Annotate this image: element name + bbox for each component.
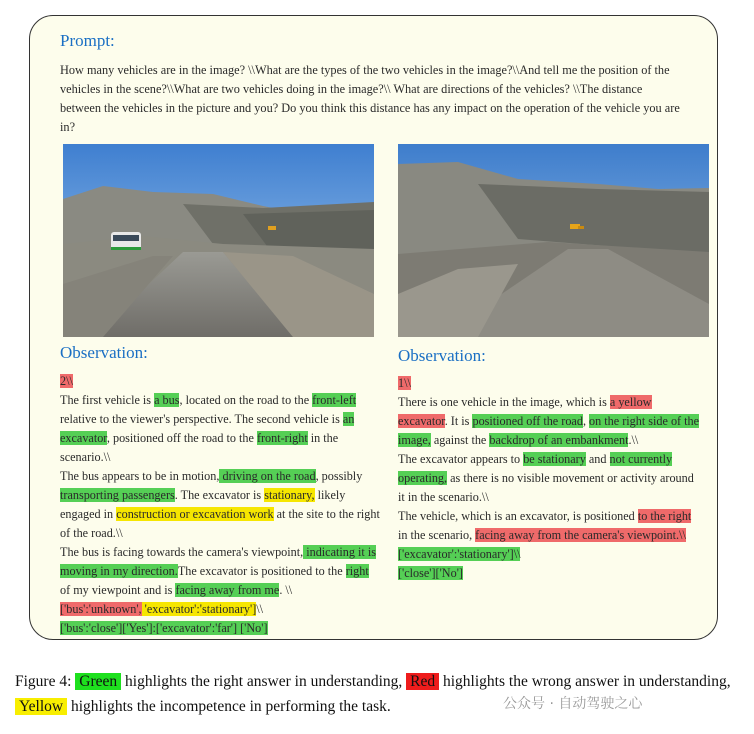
right-observation-heading: Observation:	[398, 346, 486, 365]
observation-segment: on the right side of the image,	[398, 414, 700, 447]
left-observation-text	[60, 372, 380, 638]
observation-segment: The excavator is positioned to the	[177, 564, 346, 578]
observation-segment: transporting passengers	[60, 488, 175, 502]
observation-segment: ['bus':'close']['Yes']:['excavator':'far'] ['No']	[60, 621, 268, 635]
observation-segment: right	[345, 564, 369, 578]
observation-segment: be stationary	[523, 452, 586, 466]
observation-segment: 1\\	[398, 376, 411, 390]
observation-segment: of my viewpoint and is	[60, 583, 176, 597]
observation-segment: relative to the viewer's perspective. The second vehicle is	[60, 412, 343, 426]
observation-segment: front-left	[312, 393, 357, 407]
observation-segment: likely engaged in	[60, 488, 346, 521]
observation-segment: , possibly	[315, 469, 363, 483]
observation-segment: stationary,	[264, 488, 315, 502]
observation-segment: in the scenario,	[398, 528, 476, 542]
observation-segment: facing away from me	[175, 583, 280, 597]
observation-segment: a yellow excavator	[398, 395, 652, 428]
observation-segment: against the	[430, 433, 490, 447]
caption-part2: highlights the wrong answer in understanding,	[439, 673, 731, 690]
observation-segment: \\	[256, 602, 264, 616]
observation-segment: front-right	[256, 431, 308, 445]
observation-segment: The excavator appears to	[398, 452, 524, 466]
watermark: 公众号 · 自动驾驶之心	[503, 696, 643, 712]
observation-segment: at the site to the right of the road.\\	[60, 507, 380, 540]
observation-segment: in the scenario.\\	[60, 431, 339, 464]
observation-segment: , located on the road to the	[179, 393, 313, 407]
observation-segment: a bus	[154, 393, 180, 407]
observation-segment: , positioned off the road to the	[106, 431, 257, 445]
observation-segment: construction or excavation work	[116, 507, 274, 521]
observation-segment: ['excavator':'stationary']\\	[398, 547, 521, 561]
observation-segment: .\\	[628, 433, 639, 447]
observation-segment: to the right	[637, 509, 692, 523]
observation-segment: . The excavator is	[174, 488, 265, 502]
observation-segment: indicating it is moving in my direction.	[60, 545, 376, 578]
mine-road-bus-image	[63, 144, 374, 337]
figure-panel	[29, 15, 718, 640]
observation-segment: as there is no visible movement or activity around it in the scenario.\\	[398, 471, 694, 504]
observation-segment: The bus appears to be in motion,	[60, 469, 220, 483]
observation-segment: 'excavator':'stationary']	[141, 602, 257, 616]
observation-segment: facing away from the camera's viewpoint.\\	[475, 528, 686, 542]
right-scene-photo	[398, 144, 709, 337]
caption-part3: highlights the incompetence in performing the task.	[67, 698, 391, 715]
observation-segment: The first vehicle is	[60, 393, 155, 407]
observation-segment: The bus is facing towards the camera's viewpoint,	[60, 545, 304, 559]
left-scene-photo	[63, 144, 374, 337]
observation-segment: positioned off the road	[472, 414, 583, 428]
caption-yellow-label: Yellow	[15, 698, 67, 715]
observation-segment: ['close']['No']	[398, 566, 463, 580]
observation-segment: 2\\	[60, 374, 73, 388]
observation-segment: ,	[582, 414, 590, 428]
caption-green-label: Green	[75, 673, 121, 690]
left-observation-heading: Observation:	[60, 343, 148, 362]
observation-segment: The vehicle, which is an excavator, is positioned	[398, 509, 638, 523]
prompt-heading: Prompt:	[60, 31, 115, 50]
observation-segment: not currently operating,	[398, 452, 673, 485]
observation-segment: driving on the road	[219, 469, 316, 483]
caption-red-label: Red	[406, 673, 439, 690]
observation-segment: ['bus':'unknown',	[60, 602, 142, 616]
prompt-text: How many vehicles are in the image? \\What are the types of the two vehicles in the image?\\And tell me the position of the vehicles in the scene?\\What are two vehicles doing in the image?\\ What are directions of the vehicles? \\The distance between the vehicles in the picture and you? Do you think this distance has any impact on the operation of the vehicle you are in?	[60, 63, 680, 134]
observation-segment: There is one vehicle in the image, which is	[398, 395, 610, 409]
observation-segment: . It is	[444, 414, 473, 428]
caption-part1: highlights the right answer in understanding,	[121, 673, 407, 690]
observation-segment: . \\	[279, 583, 293, 597]
caption-prefix: Figure 4:	[15, 673, 76, 690]
observation-segment: backdrop of an embankment	[489, 433, 629, 447]
right-observation-text	[398, 374, 703, 583]
observation-segment: and	[585, 452, 610, 466]
observation-segment: an excavator	[60, 412, 355, 445]
mine-road-excavator-image	[398, 144, 709, 337]
